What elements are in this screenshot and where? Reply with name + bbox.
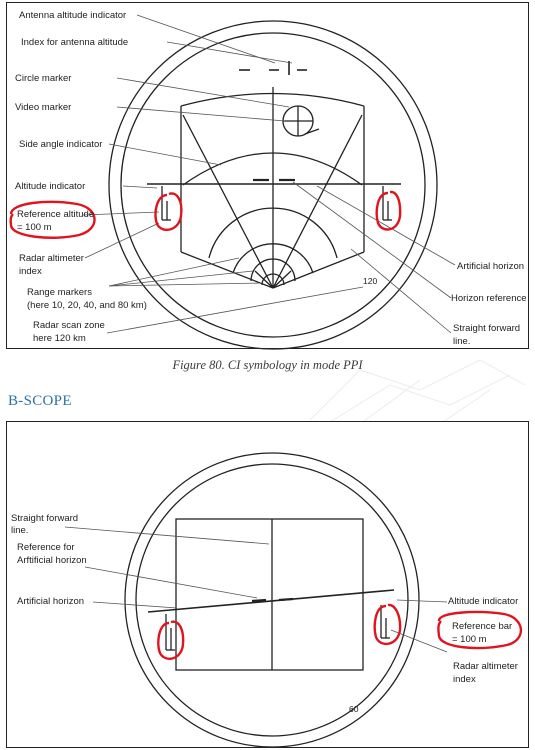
label-straight-forward-line1: Straight forward: [11, 513, 79, 524]
figure-ppi: [6, 2, 529, 349]
leader-artificial-horizon: [93, 602, 177, 608]
leader-artificial-horizon: [317, 186, 455, 265]
leader-altitude-indicator: [123, 186, 157, 188]
figure-caption: Figure 80. CI symbology in mode PPI: [172, 358, 363, 372]
leader-video-marker: [117, 107, 285, 121]
label-reference-horizon-line2: Arftificial horizon: [17, 555, 87, 566]
label-altitude-indicator: Altitude indicator: [448, 596, 519, 607]
leader-radar-altimeter: [85, 223, 159, 258]
label-index-antenna-altitude: Index for antenna altitude: [21, 37, 129, 48]
figure-bscope: [6, 421, 529, 748]
leader-reference-horizon: [85, 567, 257, 598]
label-reference-altitude-line2: = 100 m: [17, 222, 52, 233]
label-range-markers-line2: (here 10, 20, 40, and 80 km): [27, 300, 147, 311]
horizon-reference-right: [279, 599, 293, 600]
label-radar-altimeter-line1: Radar altimeter: [19, 253, 84, 264]
label-circle-marker: Circle marker: [15, 73, 72, 84]
artificial-horizon-line: [148, 590, 394, 612]
leader-circle-marker: [117, 78, 289, 107]
label-radar-altimeter-line1: Radar altimeter: [453, 661, 518, 672]
label-video-marker: Video marker: [15, 102, 72, 113]
label-range-value: 120: [363, 276, 378, 286]
side-angle-line-right: [273, 115, 362, 288]
label-reference-bar-line2: = 100 m: [452, 634, 487, 645]
label-artificial-horizon: Artificial horizon: [17, 596, 85, 607]
scan-zone-bottom-right: [273, 252, 364, 288]
label-altitude-indicator: Altitude indicator: [15, 181, 86, 192]
range-spoke-1: [255, 271, 273, 288]
label-radar-scan-zone-line2: here 120 km: [33, 333, 86, 344]
leader-straight-forward: [65, 527, 269, 544]
scan-zone-bottom-left: [181, 252, 273, 288]
label-reference-altitude-line1: Reference altitude: [17, 209, 95, 220]
label-reference-horizon-line1: Reference for: [17, 542, 75, 553]
section-heading: B-SCOPE: [8, 393, 72, 409]
label-side-angle-indicator: Side angle indicator: [19, 139, 103, 150]
label-straight-forward-line2: line.: [11, 525, 29, 536]
video-marker-tick: [305, 129, 319, 134]
bscope-diagram: [7, 422, 530, 749]
range-spoke-2: [273, 271, 291, 288]
label-range-value: 60: [349, 704, 359, 714]
label-radar-altimeter-line2: index: [19, 266, 42, 277]
label-antenna-altitude-indicator: Antenna altitude indicator: [19, 10, 127, 21]
label-radar-altimeter-line2: index: [453, 674, 476, 685]
label-artificial-horizon: Artificial horizon: [457, 261, 525, 272]
side-angle-line-left: [183, 115, 273, 288]
leader-altitude-indicator: [397, 600, 447, 602]
label-reference-bar-line1: Reference bar: [452, 621, 513, 632]
label-straight-forward-line1: Straight forward: [453, 323, 521, 334]
highlight-altimeter-left: [155, 193, 181, 229]
label-range-markers-line1: Range markers: [27, 287, 92, 298]
horizon-reference-left: [252, 600, 266, 601]
ppi-diagram: [7, 3, 530, 350]
label-radar-scan-zone-line1: Radar scan zone: [33, 320, 105, 331]
label-horizon-reference: Horizon reference: [451, 293, 527, 304]
label-straight-forward-line2: line.: [453, 336, 471, 347]
